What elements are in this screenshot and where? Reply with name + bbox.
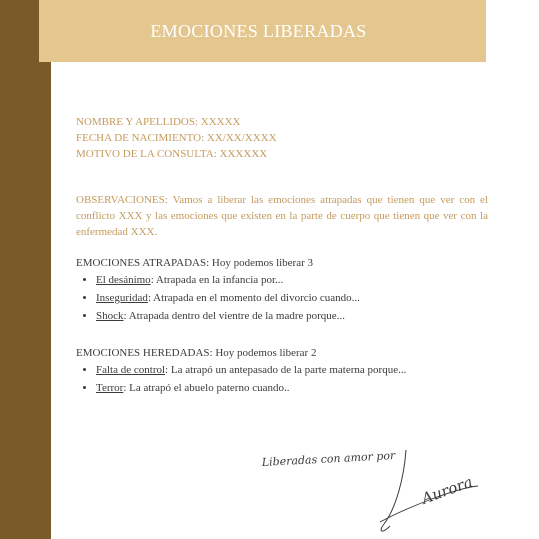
emotion-term: El desánimo bbox=[96, 274, 151, 286]
emotion-description: : La atrapó un antepasado de la parte materna porque... bbox=[165, 364, 407, 376]
emotion-description: : Atrapada dentro del vientre de la madre porque... bbox=[123, 310, 345, 322]
emotion-description: : La atrapó el abuelo paterno cuando.. bbox=[123, 382, 290, 394]
trapped-emotions-list bbox=[76, 271, 488, 325]
emotion-term: Falta de control bbox=[96, 364, 166, 376]
emotion-description: : Atrapada en la infancia por... bbox=[150, 274, 284, 286]
consultation-reason: MOTIVO DE LA CONSULTA: XXXXXX bbox=[76, 148, 268, 160]
list-item bbox=[96, 361, 488, 379]
emotion-description: : Atrapada en el momento del divorcio cuando... bbox=[147, 292, 360, 304]
list-item bbox=[96, 307, 488, 325]
list-item bbox=[96, 379, 488, 397]
emotion-term: Shock bbox=[96, 310, 124, 322]
emotion-term: Terror bbox=[96, 382, 124, 394]
inherited-emotions-list bbox=[76, 361, 488, 397]
patient-info bbox=[76, 114, 488, 162]
trapped-emotions-section bbox=[76, 255, 488, 325]
list-item bbox=[96, 271, 488, 289]
trapped-emotions-title: EMOCIONES ATRAPADAS: Hoy podemos liberar 3 bbox=[76, 257, 314, 269]
signature-name: Aurora bbox=[419, 472, 475, 508]
page-title: EMOCIONES LIBERADAS bbox=[150, 20, 367, 41]
emotion-term: Inseguridad bbox=[96, 292, 148, 304]
list-item bbox=[96, 289, 488, 307]
handwritten-signature bbox=[256, 438, 486, 538]
header-banner bbox=[39, 0, 486, 62]
inherited-emotions-section bbox=[76, 345, 488, 397]
signature-line: Liberadas con amor por bbox=[261, 449, 396, 469]
inherited-emotions-title: EMOCIONES HEREDADAS: Hoy podemos liberar 2 bbox=[76, 347, 317, 359]
patient-name: NOMBRE Y APELLIDOS: XXXXX bbox=[76, 116, 241, 128]
left-accent-bar bbox=[0, 0, 51, 539]
observations-paragraph: OBSERVACIONES: Vamos a liberar las emociones atrapadas que tienen que ver con el conflicto XXX y las emociones que existen en la parte de cuerpo que tienen que ver con la enfermedad XXX. bbox=[76, 194, 488, 238]
patient-birthdate: FECHA DE NACIMIENTO: XX/XX/XXXX bbox=[76, 132, 277, 144]
document-body bbox=[76, 114, 488, 397]
